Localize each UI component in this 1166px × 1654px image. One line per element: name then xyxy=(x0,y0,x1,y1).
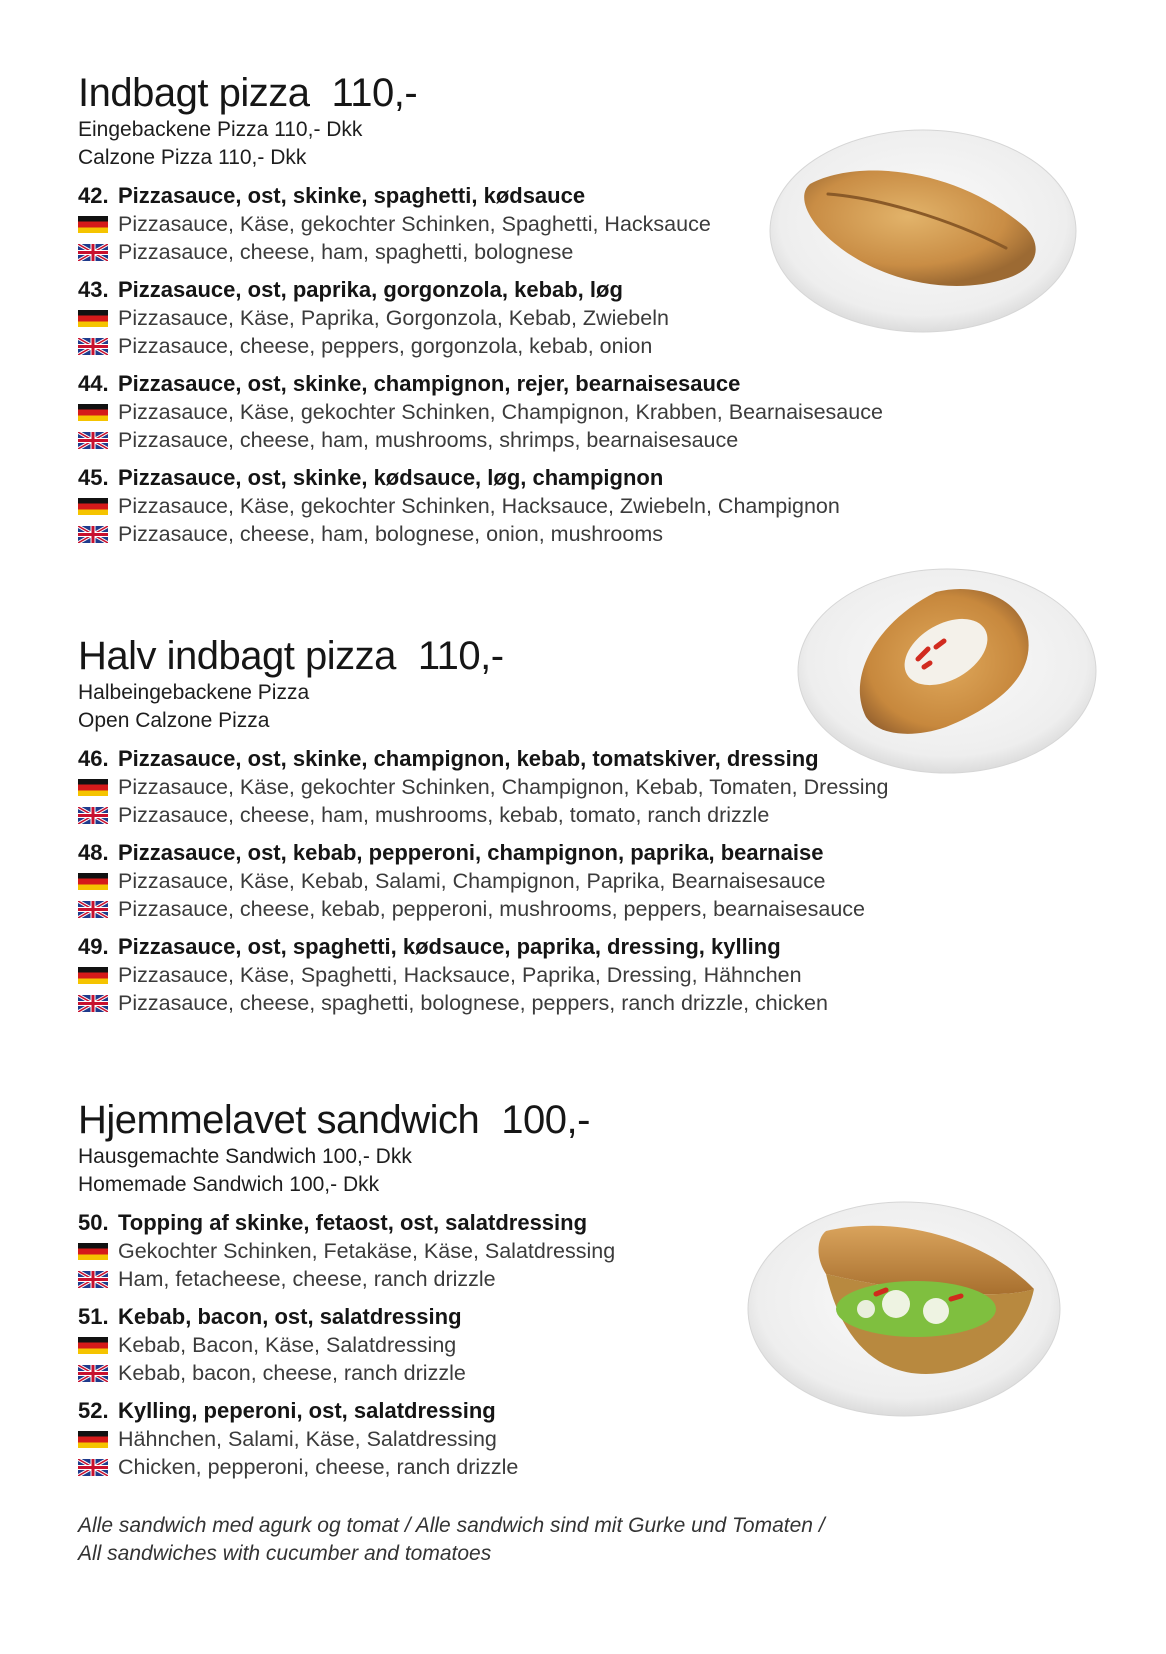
section-title: Halv indbagt pizza 110,- xyxy=(78,634,504,678)
flag-uk-icon xyxy=(78,1271,108,1288)
item-english: Pizzasauce, cheese, ham, mushrooms, shrimps, bearnaisesauce xyxy=(118,428,739,452)
item-name-danish: Pizzasauce, ost, spaghetti, kødsauce, paprika, dressing, kylling xyxy=(118,934,781,959)
item-english: Pizzasauce, cheese, ham, mushrooms, kebab, tomato, ranch drizzle xyxy=(118,803,770,827)
menu-item xyxy=(78,370,1078,454)
flag-germany-icon xyxy=(78,310,108,327)
item-name-danish: Pizzasauce, ost, skinke, champignon, kebab, tomatskiver, dressing xyxy=(118,746,819,771)
flag-germany-icon xyxy=(78,873,108,890)
item-name-danish: Pizzasauce, ost, skinke, spaghetti, kødsauce xyxy=(118,183,586,208)
flag-germany-icon xyxy=(78,404,108,421)
item-german: Pizzasauce, Käse, Paprika, Gorgonzola, Kebab, Zwiebeln xyxy=(118,306,669,330)
item-english: Pizzasauce, cheese, spaghetti, bolognese, peppers, ranch drizzle, chicken xyxy=(118,991,828,1015)
item-german: Pizzasauce, Käse, gekochter Schinken, Champignon, Krabben, Bearnaisesauce xyxy=(118,400,883,424)
section-title: Indbagt pizza 110,- xyxy=(78,71,418,115)
section-price: 100,- xyxy=(501,1098,590,1142)
flag-germany-icon xyxy=(78,498,108,515)
item-english: Pizzasauce, cheese, kebab, pepperoni, mushrooms, peppers, bearnaisesauce xyxy=(118,897,865,921)
section-subtitle: Homemade Sandwich 100,- Dkk xyxy=(78,1173,380,1196)
flag-uk-icon xyxy=(78,244,108,261)
item-english: Chicken, pepperoni, cheese, ranch drizzle xyxy=(118,1455,519,1479)
flag-uk-icon xyxy=(78,995,108,1012)
item-english: Pizzasauce, cheese, ham, spaghetti, bolognese xyxy=(118,240,574,264)
item-name-danish: Kebab, bacon, ost, salatdressing xyxy=(118,1304,462,1329)
section-title: Hjemmelavet sandwich 100,- xyxy=(78,1098,590,1142)
section-subtitle: Calzone Pizza 110,- Dkk xyxy=(78,146,307,169)
item-name-danish: Kylling, peperoni, ost, salatdressing xyxy=(118,1398,496,1423)
item-english: Kebab, bacon, cheese, ranch drizzle xyxy=(118,1361,466,1385)
flag-germany-icon xyxy=(78,1243,108,1260)
flag-uk-icon xyxy=(78,1365,108,1382)
item-number: 42. xyxy=(78,183,109,208)
sandwich-note: Alle sandwich med agurk og tomat / Alle sandwich sind mit Gurke und Tomaten / All sandwiches with cucumber and tomatoes xyxy=(78,1514,825,1565)
item-name-danish: Pizzasauce, ost, skinke, champignon, rejer, bearnaisesauce xyxy=(118,371,741,396)
item-name-danish: Pizzasauce, ost, skinke, kødsauce, løg, champignon xyxy=(118,465,664,490)
flag-germany-icon xyxy=(78,779,108,796)
section-price: 110,- xyxy=(417,634,504,678)
flag-uk-icon xyxy=(78,901,108,918)
flag-germany-icon xyxy=(78,967,108,984)
flag-germany-icon xyxy=(78,216,108,233)
sandwich-photo xyxy=(746,1199,1062,1419)
flag-uk-icon xyxy=(78,432,108,449)
section-subtitle: Halbeingebackene Pizza xyxy=(78,681,310,704)
item-german: Pizzasauce, Käse, gekochter Schinken, Hacksauce, Zwiebeln, Champignon xyxy=(118,494,840,518)
item-number: 52. xyxy=(78,1398,109,1423)
open-calzone-photo xyxy=(796,567,1098,775)
item-number: 45. xyxy=(78,465,109,490)
section-subtitle: Eingebackene Pizza 110,- Dkk xyxy=(78,118,363,141)
item-english: Ham, fetacheese, cheese, ranch drizzle xyxy=(118,1267,496,1291)
flag-uk-icon xyxy=(78,338,108,355)
menu-item xyxy=(78,464,1078,548)
item-german: Pizzasauce, Käse, Kebab, Salami, Champignon, Paprika, Bearnaisesauce xyxy=(118,869,826,893)
section-subtitle: Open Calzone Pizza xyxy=(78,709,270,732)
item-name-danish: Topping af skinke, fetaost, ost, salatdressing xyxy=(118,1210,588,1235)
item-german: Pizzasauce, Käse, gekochter Schinken, Spaghetti, Hacksauce xyxy=(118,212,711,236)
section-price: 110,- xyxy=(331,71,418,115)
item-name-danish: Pizzasauce, ost, kebab, pepperoni, champignon, paprika, bearnaise xyxy=(118,840,824,865)
flag-uk-icon xyxy=(78,526,108,543)
section-subtitle: Hausgemachte Sandwich 100,- Dkk xyxy=(78,1145,412,1168)
item-number: 49. xyxy=(78,934,109,959)
item-english: Pizzasauce, cheese, ham, bolognese, onion, mushrooms xyxy=(118,522,663,546)
item-german: Pizzasauce, Käse, Spaghetti, Hacksauce, Paprika, Dressing, Hähnchen xyxy=(118,963,802,987)
flag-uk-icon xyxy=(78,807,108,824)
flag-uk-icon xyxy=(78,1459,108,1476)
calzone-photo xyxy=(768,128,1078,334)
item-german: Kebab, Bacon, Käse, Salatdressing xyxy=(118,1333,457,1357)
item-number: 46. xyxy=(78,746,109,771)
item-german: Hähnchen, Salami, Käse, Salatdressing xyxy=(118,1427,497,1451)
item-number: 44. xyxy=(78,371,109,396)
flag-germany-icon xyxy=(78,1431,108,1448)
item-english: Pizzasauce, cheese, peppers, gorgonzola, kebab, onion xyxy=(118,334,653,358)
menu-item xyxy=(78,933,1078,1017)
item-german: Gekochter Schinken, Fetakäse, Käse, Salatdressing xyxy=(118,1239,616,1263)
item-number: 43. xyxy=(78,277,109,302)
item-german: Pizzasauce, Käse, gekochter Schinken, Champignon, Kebab, Tomaten, Dressing xyxy=(118,775,889,799)
item-number: 50. xyxy=(78,1210,109,1235)
item-number: 48. xyxy=(78,840,109,865)
flag-germany-icon xyxy=(78,1337,108,1354)
menu-item xyxy=(78,839,1078,923)
item-name-danish: Pizzasauce, ost, paprika, gorgonzola, kebab, løg xyxy=(118,277,623,302)
item-number: 51. xyxy=(78,1304,109,1329)
